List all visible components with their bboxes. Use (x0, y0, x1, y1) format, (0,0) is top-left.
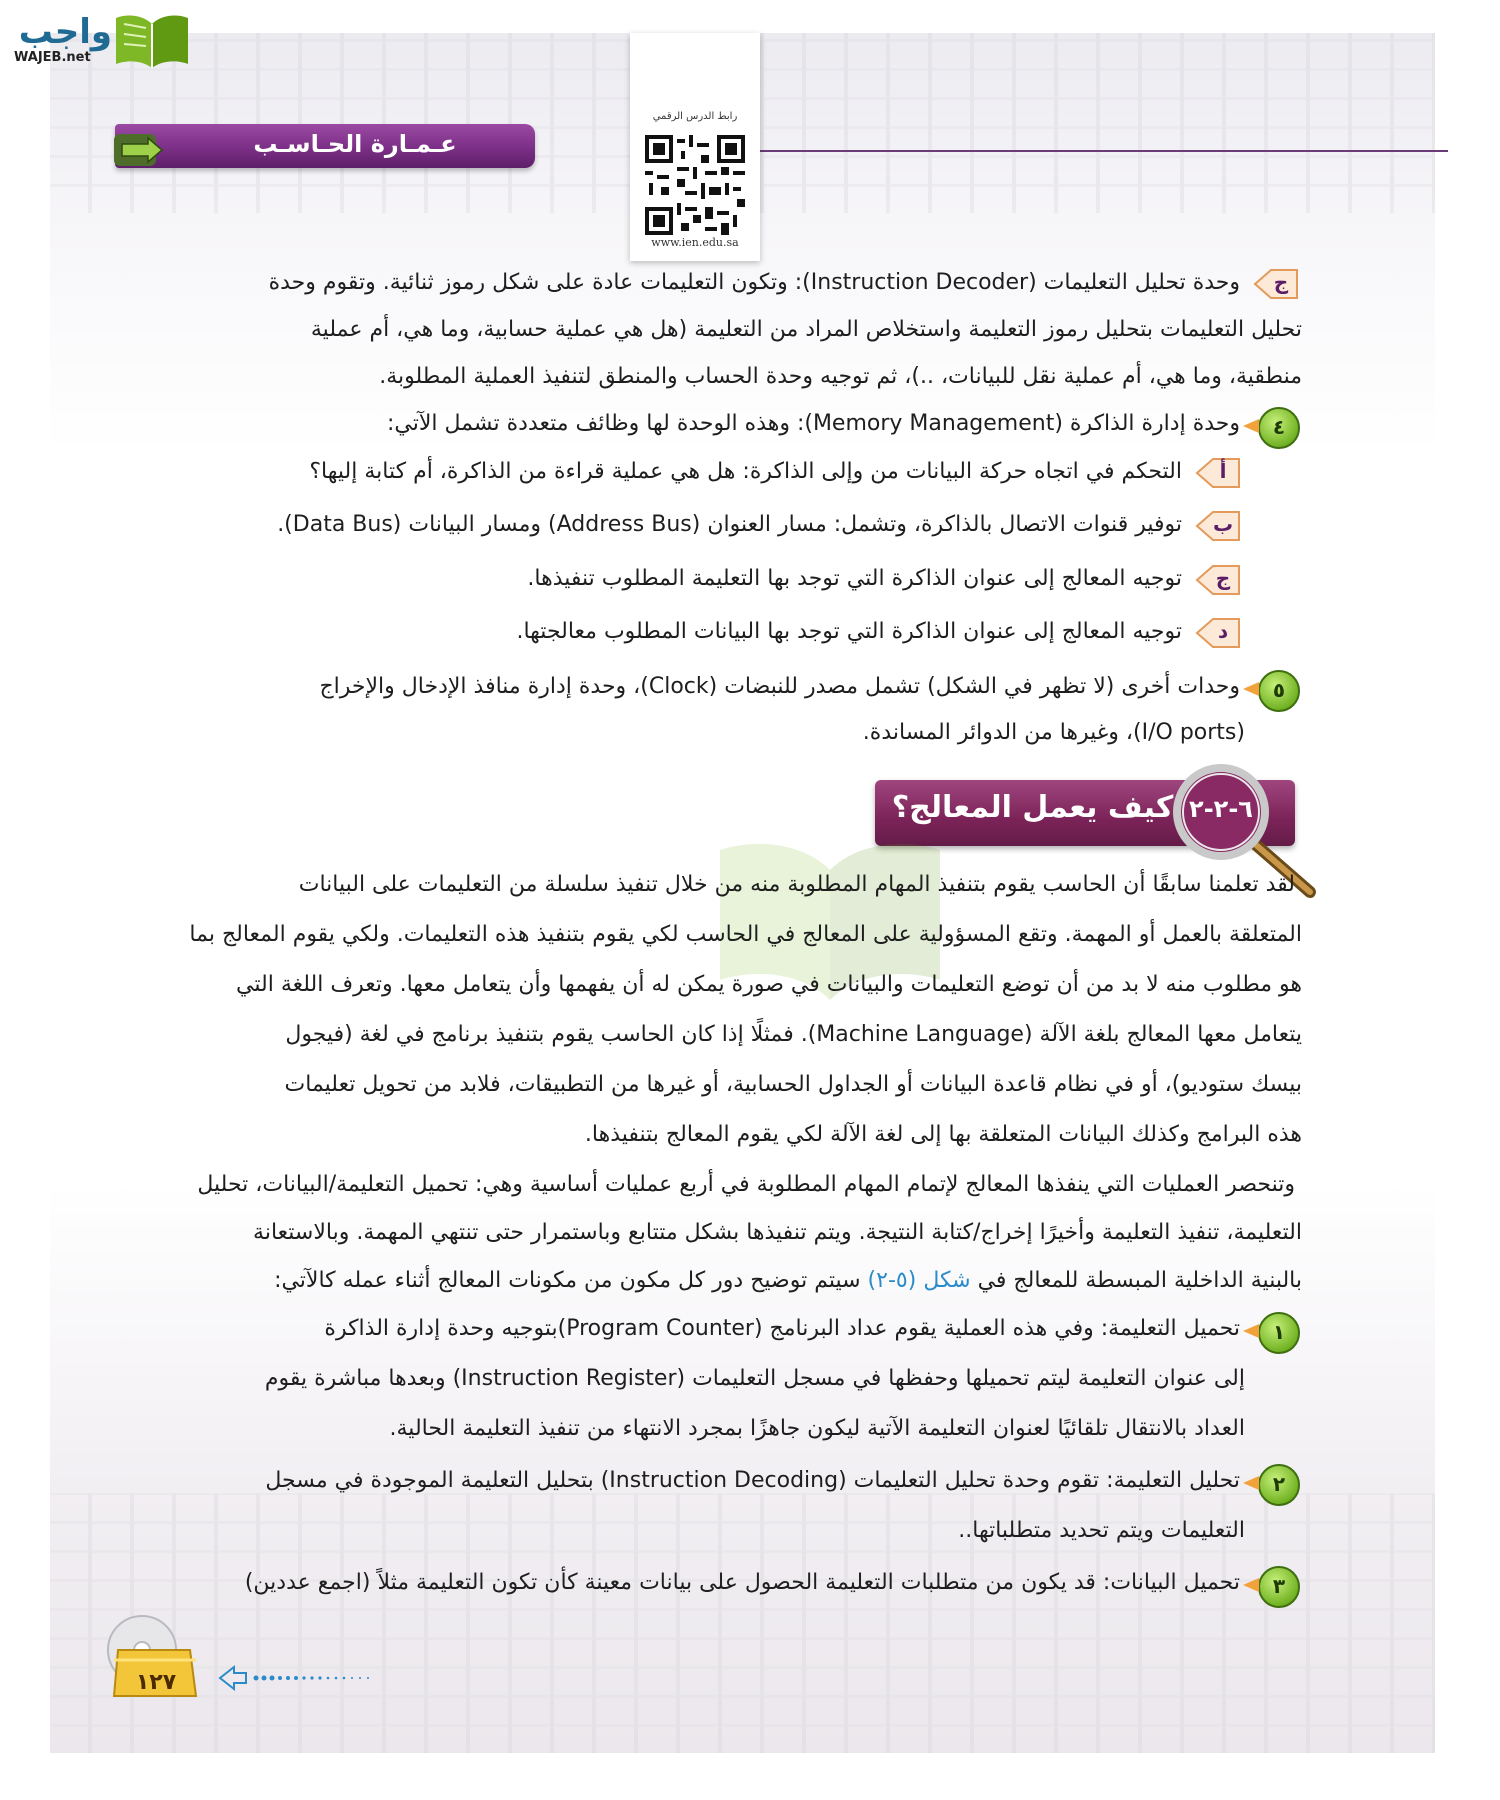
section-title: كيف يعمل المعالج؟ (891, 790, 1174, 825)
text-line: تحليل التعليمة: تقوم وحدة تحليل التعليمات (Instruction Decoding) بتحليل التعليمة الموجودة في مسجل (265, 1468, 1240, 1493)
text-line: توجيه المعالج إلى عنوان الذاكرة التي توجد بها البيانات المطلوب معالجتها. (516, 619, 1182, 644)
wajeb-logo[interactable] (6, 6, 192, 72)
text-line: وحدة تحليل التعليمات (Instruction Decoder): وتكون التعليمات عادة على شكل رموز ثنائية. وتقوم وحدة (268, 270, 1240, 295)
text-span: بالبنية الداخلية المبسطة للمعالج في (970, 1268, 1302, 1293)
logo-sub: WAJEB.net (14, 50, 91, 65)
section-number: ٦-٢-٢ (1189, 795, 1253, 823)
text-span: سيتم توضيح دور كل مكون من مكونات المعالج أثناء عمله كالآتي: (274, 1268, 868, 1293)
text-line: العداد بالانتقال تلقائيًا لعنوان التعليمة الآتية ليكون جاهزًا بمجرد الانتهاء من تنفيذ التعليمة الحالية. (389, 1416, 1245, 1441)
qr-card[interactable] (630, 33, 760, 261)
sub-marker-a: أ (1219, 459, 1227, 483)
badge-arrow-icon (1243, 1324, 1259, 1338)
number-badge-4: ٤ (1258, 407, 1300, 449)
item-marker-c: ج (1273, 270, 1289, 294)
text-line: توجيه المعالج إلى عنوان الذاكرة التي توجد بها التعليمة المطلوب تنفيذها. (527, 566, 1182, 591)
text-line: يتعامل معها المعالج بلغة الآلة (Machine Language). فمثلًا إذا كان الحاسب يقوم بتنفيذ برنامج في لغة (فيجول (285, 1022, 1302, 1047)
text-line: تحميل التعليمة: وفي هذه العملية يقوم عداد البرنامج (Program Counter)بتوجيه وحدة إدارة الذاكرة (324, 1316, 1240, 1341)
text-line: منطقية، وما هي، أم عملية نقل للبيانات، ..)، ثم توجيه وحدة الحساب والمنطق لتنفيذ العملية المطلوبة. (379, 364, 1302, 389)
number-badge-3: ٣ (1258, 1566, 1300, 1608)
badge-arrow-icon (1243, 1476, 1259, 1490)
text-line: تحليل التعليمات بتحليل رموز التعليمة واستخلاص المراد من التعليمة (هل هي عملية حسابية، وما هي، أم عملية (310, 317, 1302, 342)
badge-arrow-icon (1243, 419, 1259, 433)
text-line: (I/O ports)، وغيرها من الدوائر المساندة. (862, 720, 1245, 745)
dotted-arrow-icon (216, 1663, 396, 1693)
text-line: هذه البرامج وكذلك البيانات المتعلقة بها إلى لغة الآلة لكي يقوم المعالج بتنفيذها. (584, 1122, 1302, 1147)
number-badge-1: ١ (1258, 1312, 1300, 1354)
badge-arrow-icon (1243, 682, 1259, 696)
sub-marker-b: ب (1212, 512, 1234, 536)
qr-label: رابط الدرس الرقمي (652, 111, 738, 122)
sub-marker-d: د (1217, 619, 1229, 643)
text-line: تحميل البيانات: قد يكون من متطلبات التعليمة الحصول على بيانات معينة كأن تكون التعليمة مثلاً (اجمع عددين) (244, 1570, 1240, 1595)
text-line: المتعلقة بالعمل أو المهمة. وتقع المسؤولية على المعالج في الحاسب لكي يقوم بتنفيذ هذه التعليمات. ولكي يقوم المعالج بما (189, 922, 1302, 947)
logo-name: واجب (18, 12, 112, 52)
page-number: ١٢٧ (135, 1670, 177, 1695)
text-line: إلى عنوان التعليمة ليتم تحميلها وحفظها في مسجل التعليمات (Instruction Register) وبعدها مباشرة يقوم (264, 1366, 1245, 1391)
qr-url[interactable]: www.ien.edu.sa (651, 236, 739, 249)
text-line (148, 1264, 1302, 1298)
text-line: التحكم في اتجاه حركة البيانات من وإلى الذاكرة: هل هي عملية قراءة من الذاكرة، أم كتابة إليها؟ (309, 459, 1182, 484)
arrow-right-icon (112, 128, 172, 172)
text-line: لقد تعلمنا سابقًا أن الحاسب يقوم بتنفيذ المهام المطلوبة منه من خلال تنفيذ سلسلة من التعليمات على البيانات (298, 872, 1295, 897)
header-rule (760, 150, 1448, 152)
text-line: وحدات أخرى (لا تظهر في الشكل) تشمل مصدر للنبضات (Clock)، وحدة إدارة منافذ الإدخال والإخراج (319, 674, 1240, 699)
chapter-title: عـمـارة الحـاسـب (253, 130, 457, 158)
qr-code-icon (645, 135, 745, 235)
text-line: التعليمات ويتم تحديد متطلباتها.. (958, 1518, 1245, 1543)
text-line: وتنحصر العمليات التي ينفذها المعالج لإتمام المهام المطلوبة في أربع عمليات أساسية وهي: تحميل التعليمة/البيانات، تحليل (197, 1172, 1295, 1197)
text-line: وحدة إدارة الذاكرة (Memory Management): وهذه الوحدة لها وظائف متعددة تشمل الآتي: (387, 411, 1240, 436)
text-line: توفير قنوات الاتصال بالذاكرة، وتشمل: مسار العنوان (Address Bus) ومسار البيانات (Data Bus). (277, 512, 1182, 537)
book-icon (114, 10, 190, 68)
text-line: هو مطلوب منه لا بد من أن توضع التعليمات والبيانات في صورة يمكن له أن يفهمها وأن يتعامل معها. وتعرف اللغة التي (236, 972, 1302, 997)
text-line: التعليمة، تنفيذ التعليمة وأخيرًا إخراج/كتابة النتيجة. ويتم تنفيذها بشكل متتابع وباستمرار حتى تنتهي المهمة. وبالاستعانة (253, 1220, 1302, 1245)
number-badge-5: ٥ (1258, 670, 1300, 712)
text-line: بيسك ستوديو)، أو في نظام قاعدة البيانات أو الجداول الحسابية، أو غيرها من التطبيقات، فلابد من تحويل تعليمات (284, 1072, 1302, 1097)
sub-marker-c: ج (1215, 566, 1231, 590)
badge-arrow-icon (1243, 1578, 1259, 1592)
figure-link[interactable]: شكل (٥-٢) (867, 1268, 971, 1293)
number-badge-2: ٢ (1258, 1464, 1300, 1506)
